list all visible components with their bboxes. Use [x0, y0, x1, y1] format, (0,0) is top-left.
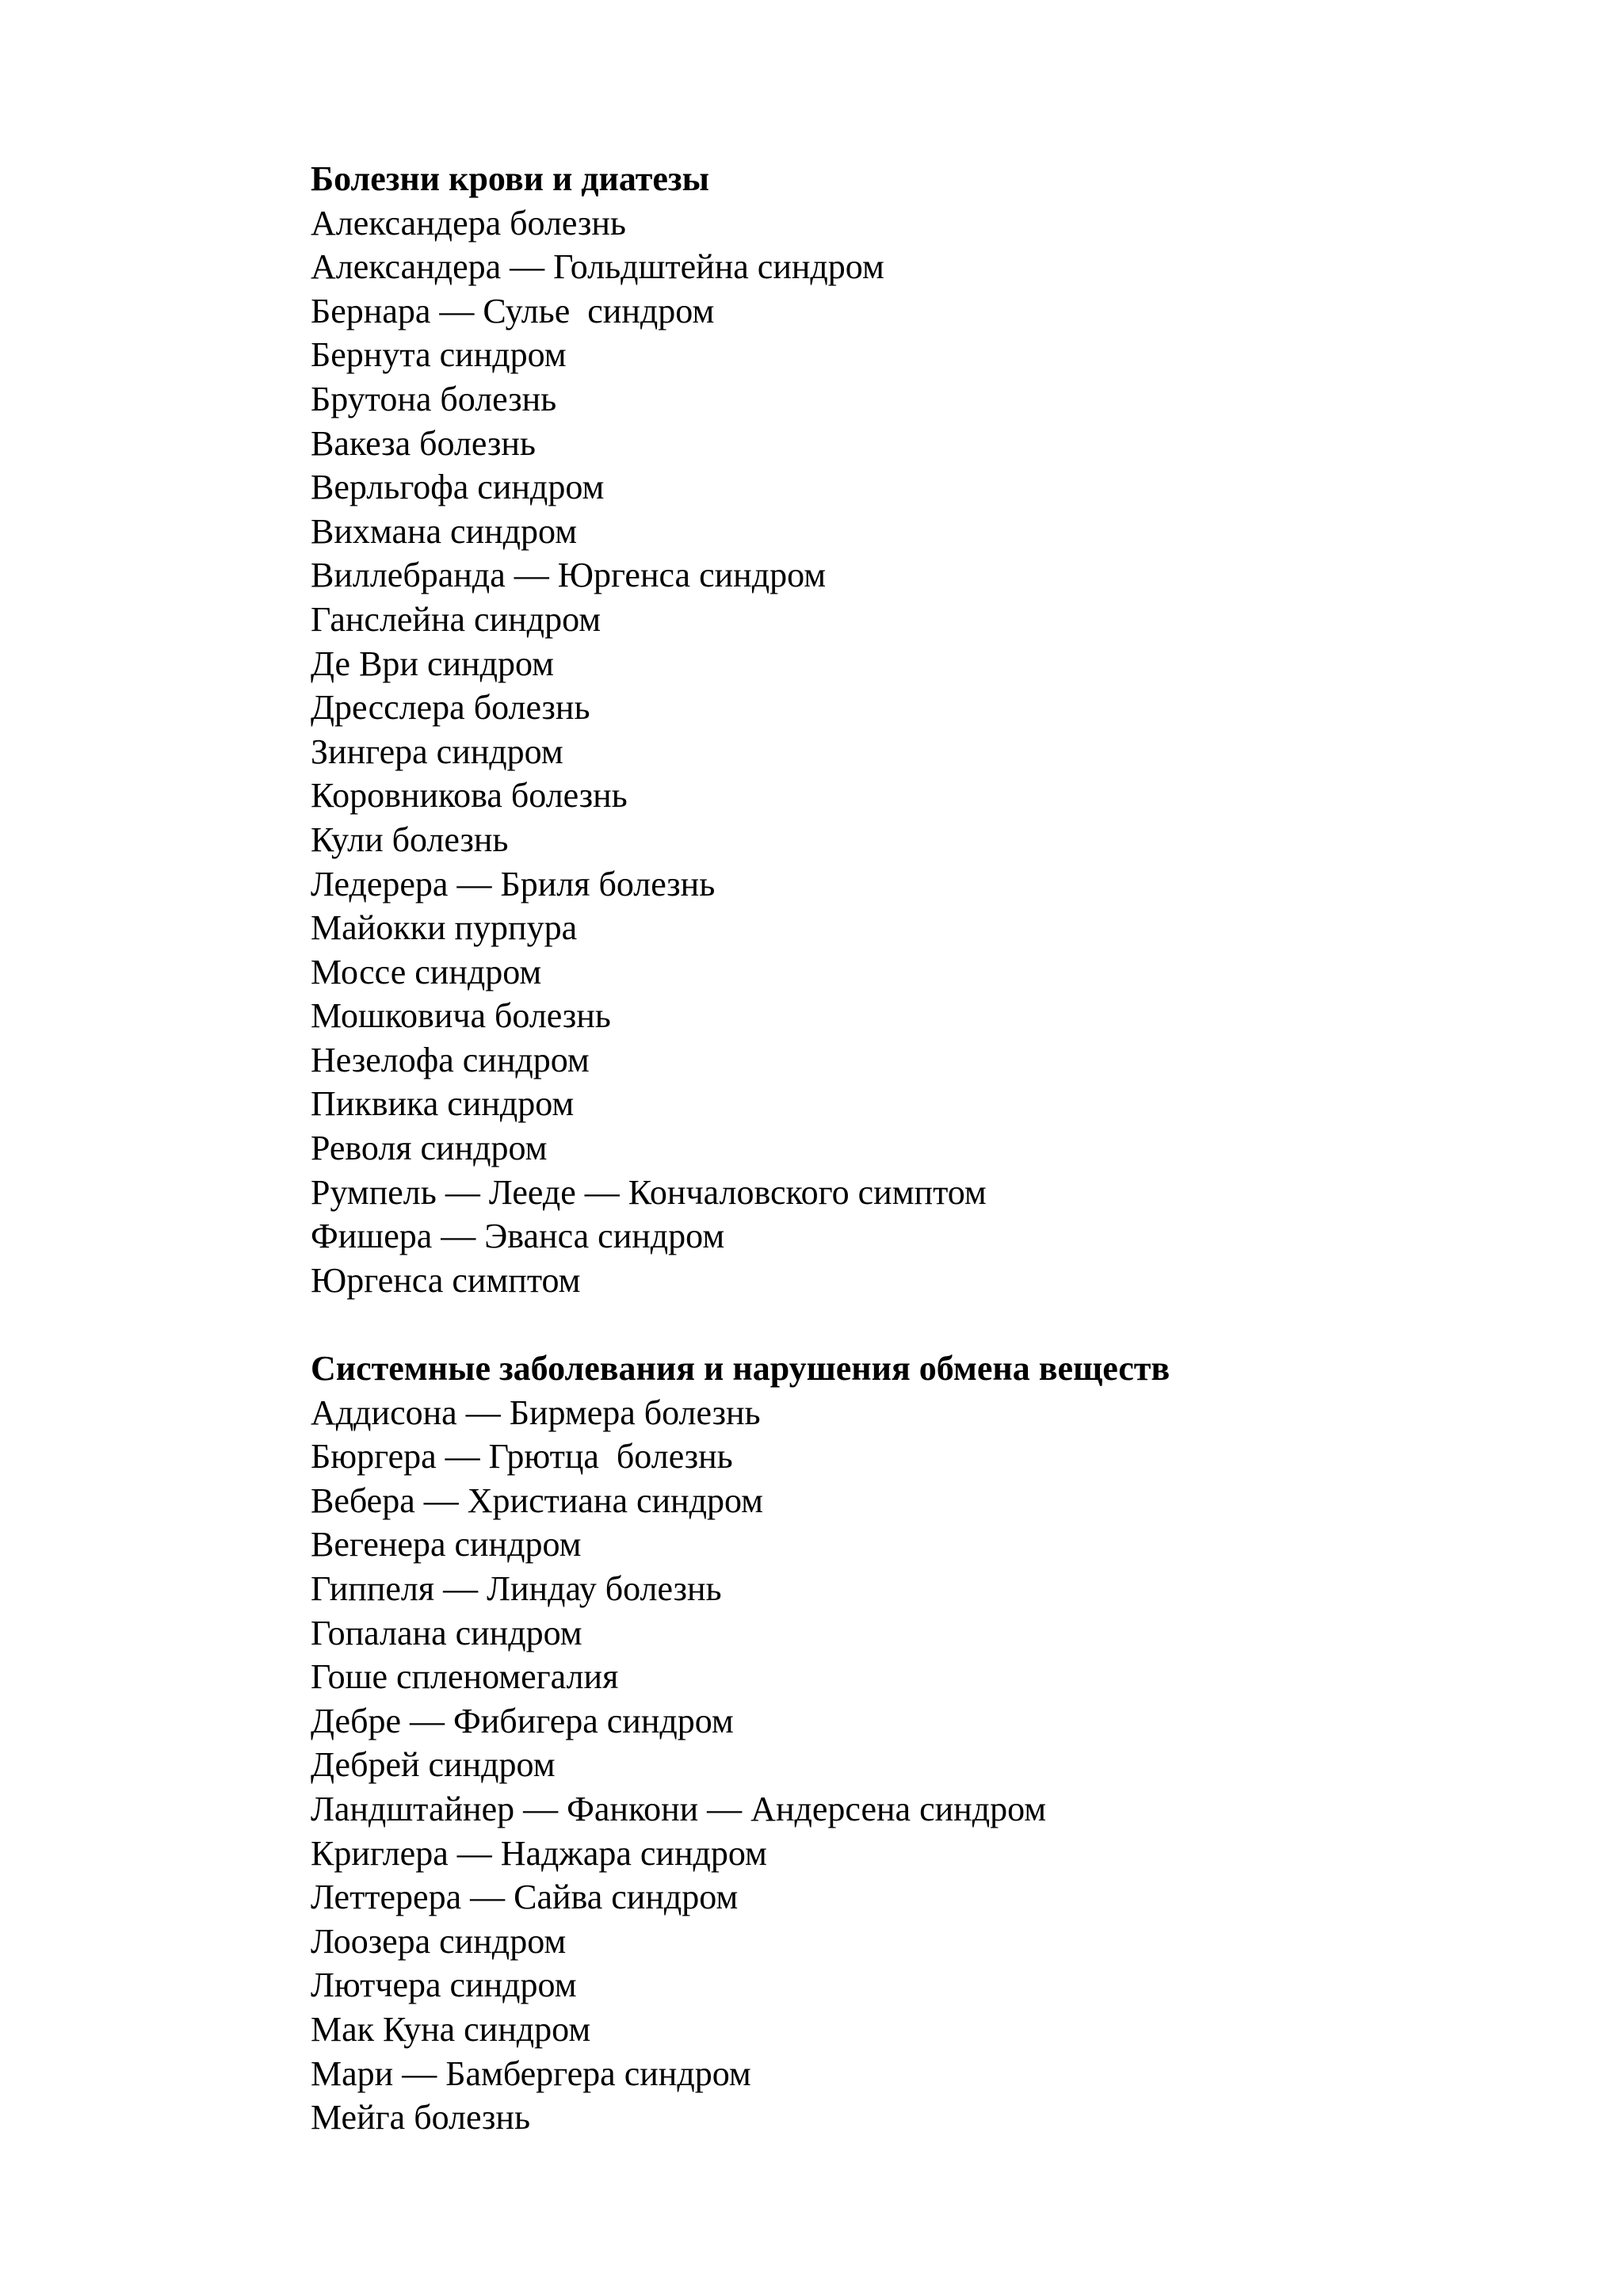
list-item: Дебре — Фибигера синдром [311, 1701, 734, 1740]
list-item: Лютчера синдром [311, 1966, 577, 2005]
list-item: Гиппеля — Линдау болезнь [311, 1569, 722, 1608]
list-item: Леттерера — Сайва синдром [311, 1878, 739, 1917]
list-item: Ледерера — Бриля болезнь [311, 864, 716, 904]
list-item: Пиквика синдром [311, 1084, 575, 1124]
list-item: Фишера — Эванса синдром [311, 1217, 725, 1256]
list-item: Лоозера синдром [311, 1921, 567, 1961]
list-item: Дресслера болезнь [311, 688, 590, 728]
section-heading: Болезни крови и диатезы [311, 159, 709, 198]
list-item: Коровникова болезнь [311, 776, 628, 816]
list-item: Мари — Бамбергера синдром [311, 2053, 751, 2093]
list-item: Бернара — Сулье синдром [311, 291, 715, 330]
section-spacer [311, 1302, 1499, 1347]
list-item: Румпель — Лееде — Кончаловского симптом [311, 1172, 987, 1212]
list-item: Гопалана синдром [311, 1613, 582, 1652]
list-item: Дебрей синдром [311, 1745, 556, 1785]
list-item: Бернута синдром [311, 335, 567, 375]
list-item: Юргенса симптом [311, 1260, 581, 1300]
section-blood-diseases [311, 157, 1499, 1302]
document-body [311, 157, 1499, 2140]
list-item: Гоше спленомегалия [311, 1657, 619, 1697]
list-item: Револя синдром [311, 1129, 548, 1168]
term-list [311, 1391, 1499, 2140]
list-item: Зингера синдром [311, 732, 563, 771]
list-item: Ганслейна синдром [311, 599, 601, 639]
section-systemic-diseases [311, 1347, 1499, 2140]
list-item: Криглера — Наджара синдром [311, 1833, 767, 1873]
section-heading: Системные заболевания и нарушения обмена веществ [311, 1349, 1170, 1389]
list-item: Александера — Гольдштейна синдром [311, 247, 884, 287]
list-item: Моссе синдром [311, 952, 542, 991]
list-item: Де Ври синдром [311, 644, 554, 683]
list-item: Вегенера синдром [311, 1525, 582, 1564]
list-item: Майокки пурпура [311, 908, 578, 948]
list-item: Кули болезнь [311, 819, 509, 859]
term-list [311, 201, 1499, 1303]
list-item: Ландштайнер — Фанкони — Андерсена синдром [311, 1789, 1047, 1828]
list-item: Вихмана синдром [311, 511, 578, 551]
list-item: Александера болезнь [311, 203, 626, 243]
list-item: Вакеза болезнь [311, 423, 536, 463]
list-item: Незелофа синдром [311, 1040, 590, 1079]
list-item: Мейга болезнь [311, 2098, 531, 2137]
list-item: Мошковича болезнь [311, 996, 611, 1036]
list-item: Бюргера — Грютца болезнь [311, 1437, 733, 1477]
list-item: Верльгофа синдром [311, 468, 605, 507]
list-item: Мак Куна синдром [311, 2009, 591, 2049]
list-item: Аддисона — Бирмера болезнь [311, 1392, 761, 1432]
list-item: Брутона болезнь [311, 379, 557, 418]
list-item: Вебера — Христиана синдром [311, 1480, 763, 1520]
list-item: Виллебранда — Юргенса синдром [311, 556, 827, 595]
